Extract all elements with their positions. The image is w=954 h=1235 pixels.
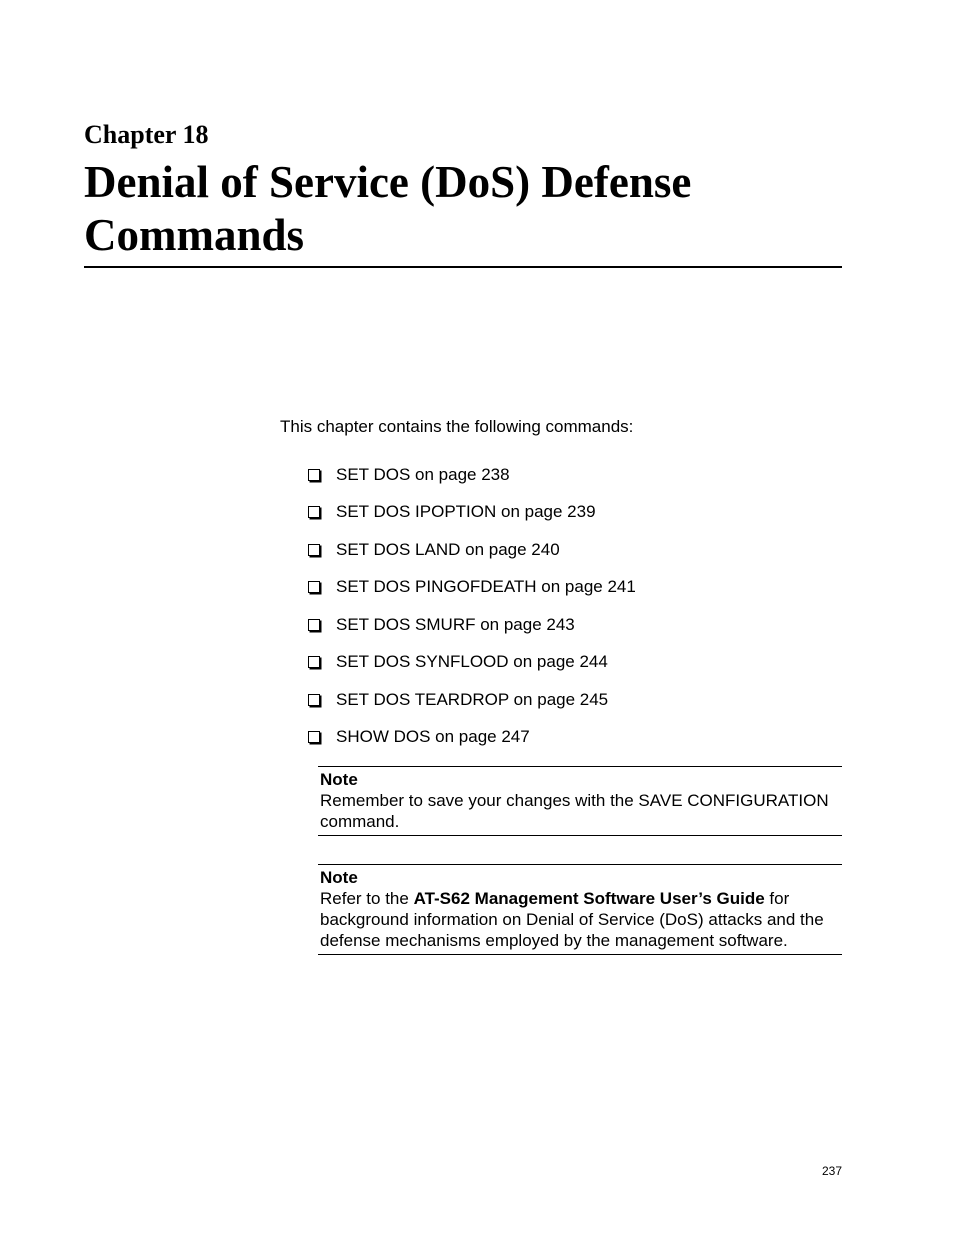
list-item: [308, 606, 636, 644]
list-item: [308, 494, 636, 532]
intro-text: This chapter contains the following commands:: [280, 417, 634, 436]
note-user-guide: [318, 864, 842, 955]
list-item: [308, 719, 636, 757]
list-item: [308, 456, 636, 494]
command-link[interactable]: SHOW DOS on page 247: [336, 727, 530, 747]
list-item: [308, 569, 636, 607]
checkbox-bullet-icon: [308, 731, 320, 743]
command-list: [308, 456, 636, 756]
title-rule: [84, 266, 842, 268]
command-link[interactable]: SET DOS SYNFLOOD on page 244: [336, 652, 608, 672]
note-body: Remember to save your changes with the SAVE CONFIGURATION command.: [320, 791, 829, 831]
checkbox-bullet-icon: [308, 656, 320, 668]
guide-title: AT-S62 Management Software User’s Guide: [413, 889, 765, 908]
list-item: [308, 644, 636, 682]
command-link[interactable]: SET DOS on page 238: [336, 464, 510, 484]
list-item: [308, 531, 636, 569]
command-link[interactable]: SET DOS TEARDROP on page 245: [336, 689, 609, 709]
checkbox-bullet-icon: [308, 694, 320, 706]
note-save-config: [318, 766, 842, 836]
note-text-before: Refer to the: [320, 889, 414, 908]
note-title: Note: [320, 770, 358, 789]
checkbox-bullet-icon: [308, 506, 320, 518]
checkbox-bullet-icon: [308, 581, 320, 593]
list-item: [308, 681, 636, 719]
note-body: [320, 888, 842, 951]
checkbox-bullet-icon: [308, 469, 320, 481]
chapter-title: Denial of Service (DoS) Defense Commands: [84, 157, 692, 260]
command-link[interactable]: SET DOS PINGOFDEATH on page 241: [336, 577, 636, 597]
note-title: Note: [320, 868, 358, 887]
command-link[interactable]: SET DOS SMURF on page 243: [336, 614, 575, 634]
page-number: 237: [822, 1164, 843, 1178]
checkbox-bullet-icon: [308, 544, 320, 556]
command-link[interactable]: SET DOS LAND on page 240: [336, 539, 560, 559]
checkbox-bullet-icon: [308, 619, 320, 631]
note-text-after: for background information on Denial of Service (DoS) attacks and the defense mechanisms employed by the management software.: [320, 889, 824, 950]
command-link[interactable]: SET DOS IPOPTION on page 239: [336, 502, 596, 522]
chapter-label: Chapter 18: [84, 120, 209, 149]
